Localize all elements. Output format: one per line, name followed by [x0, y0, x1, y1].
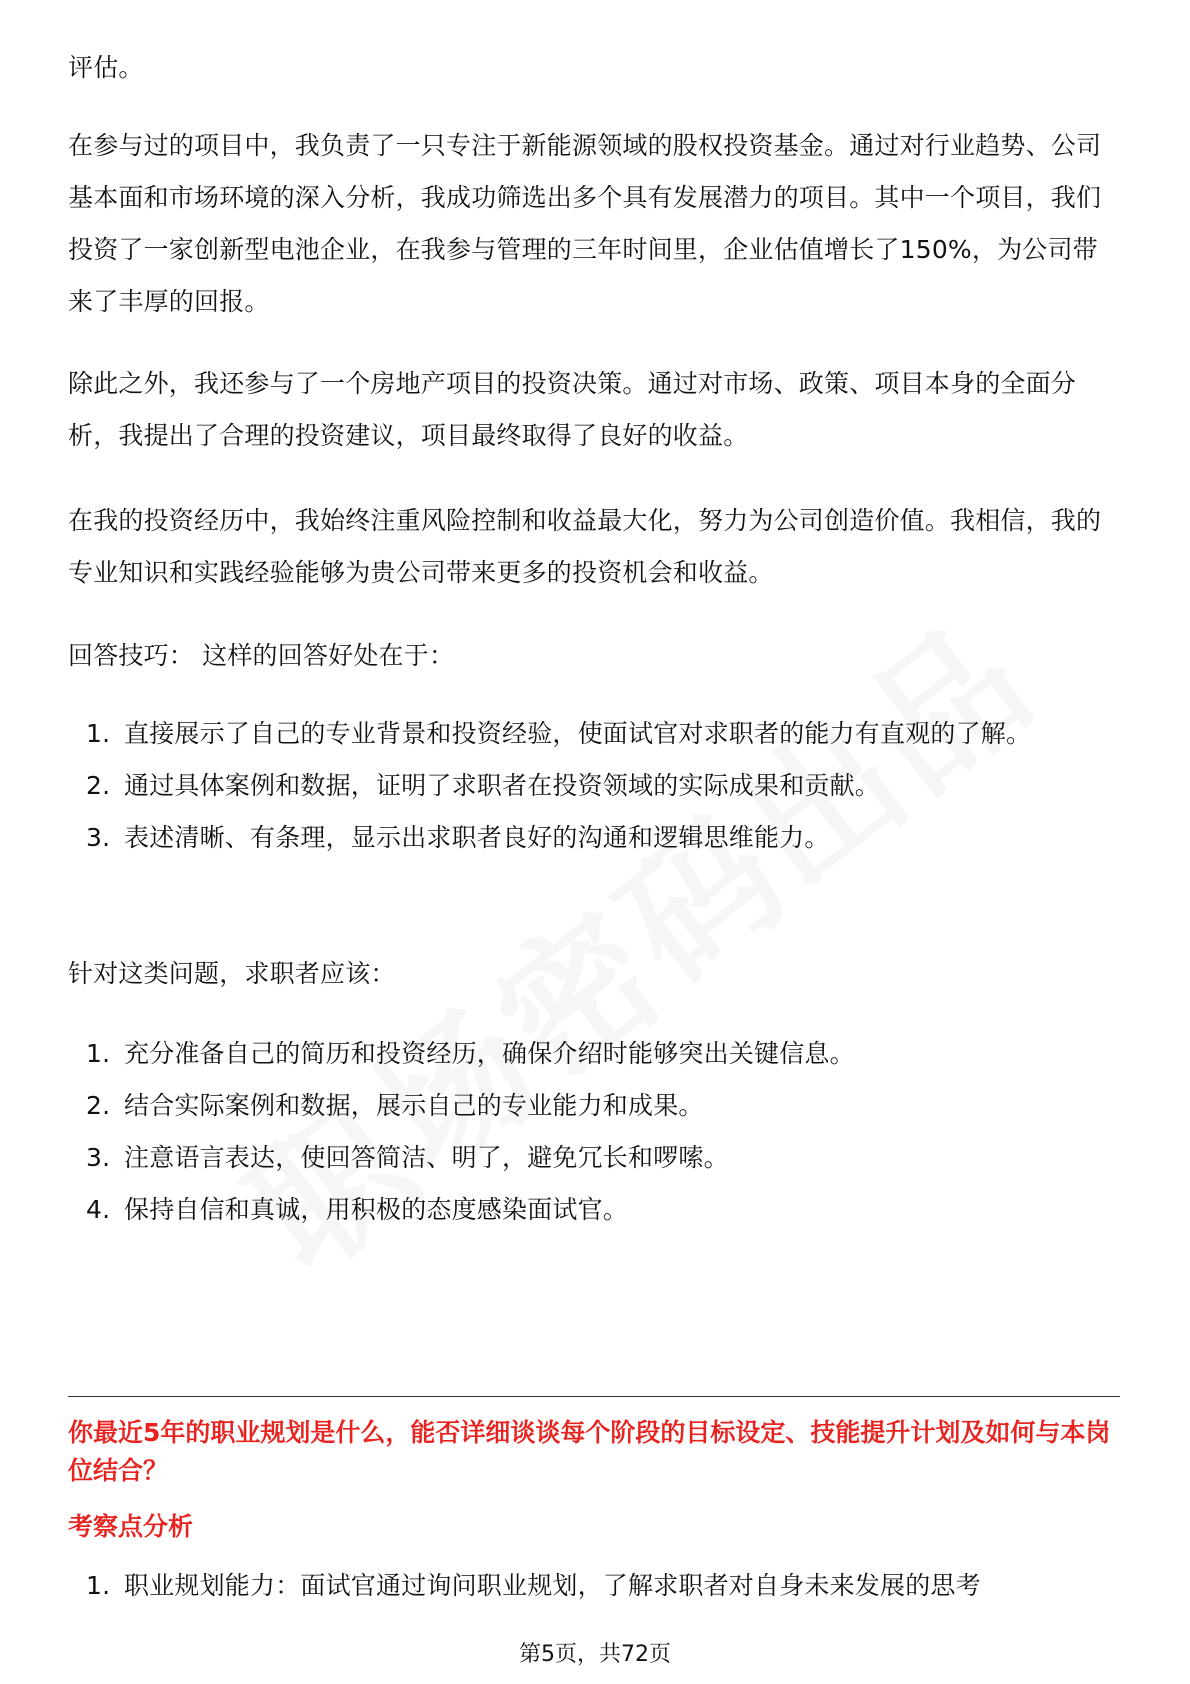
- list-item-text: 表述清晰、有条理，显示出求职者良好的沟通和逻辑思维能力。: [124, 823, 830, 852]
- paragraph-real-estate: 除此之外，我还参与了一个房地产项目的投资决策。通过对市场、政策、项目本身的全面分析，我提出了合理的投资建议，项目最终取得了良好的收益。: [68, 369, 1077, 450]
- list-item-text: 注意语言表达，使回答简洁、明了，避免冗长和啰嗦。: [124, 1143, 729, 1172]
- list-item: [68, 708, 1120, 760]
- list-item: [68, 760, 1120, 812]
- list-item-text: 通过具体案例和数据，证明了求职者在投资领域的实际成果和贡献。: [124, 771, 881, 800]
- list-item-number: 1.: [86, 1039, 111, 1068]
- analysis-heading: 考察点分析: [68, 1512, 194, 1541]
- list-item-text: 充分准备自己的简历和投资经历，确保介绍时能够突出关键信息。: [124, 1039, 855, 1068]
- list-item-text: 直接展示了自己的专业背景和投资经验，使面试官对求职者的能力有直观的了解。: [124, 719, 1032, 748]
- list-item-text: 结合实际案例和数据，展示自己的专业能力和成果。: [124, 1091, 704, 1120]
- paragraph-risk-control: 在我的投资经历中，我始终注重风险控制和收益最大化，努力为公司创造价值。我相信，我的专业知识和实践经验能够为贵公司带来更多的投资机会和收益。: [68, 506, 1102, 587]
- list-item: [68, 1132, 1120, 1184]
- list-item-number: 3.: [86, 1143, 111, 1172]
- should-list: [68, 1028, 1120, 1236]
- paragraph-continuation: 评估。: [68, 53, 144, 82]
- list-item-number: 4.: [86, 1195, 111, 1224]
- list-item: [68, 1028, 1120, 1080]
- interview-question: 你最近5年的职业规划是什么，能否详细谈谈每个阶段的目标设定、技能提升计划及如何与本岗位结合？: [68, 1418, 1111, 1485]
- page-number-footer: 第5页，共72页: [519, 1642, 671, 1667]
- paragraph-new-energy-fund: 在参与过的项目中，我负责了一只专注于新能源领域的股权投资基金。通过对行业趋势、公司基本面和市场环境的深入分析，我成功筛选出多个具有发展潜力的项目。其中一个项目，我们投资了一家创新型电池企业，在我参与管理的三年时间里，企业估值增长了150%，为公司带来了丰厚的回报。: [68, 131, 1102, 316]
- list-item-number: 2.: [86, 771, 111, 800]
- should-heading: 针对这类问题，求职者应该：: [68, 959, 396, 988]
- answer-tips-list: [68, 708, 1120, 864]
- list-item-number: 1.: [86, 719, 111, 748]
- list-item: [68, 1560, 1120, 1612]
- list-item-number: 3.: [86, 823, 111, 852]
- list-item-text: 职业规划能力：面试官通过询问职业规划，了解求职者对自身未来发展的思考: [124, 1571, 981, 1600]
- list-item: [68, 812, 1120, 864]
- analysis-list: [68, 1560, 1120, 1612]
- section-divider: [68, 1396, 1120, 1397]
- list-item: [68, 1080, 1120, 1132]
- list-item-text: 保持自信和真诚，用积极的态度感染面试官。: [124, 1195, 629, 1224]
- list-item-number: 2.: [86, 1091, 111, 1120]
- answer-tips-heading: 回答技巧： 这样的回答好处在于：: [68, 641, 455, 670]
- list-item: [68, 1184, 1120, 1236]
- document-page: [68, 0, 1120, 1684]
- list-item-number: 1.: [86, 1571, 111, 1600]
